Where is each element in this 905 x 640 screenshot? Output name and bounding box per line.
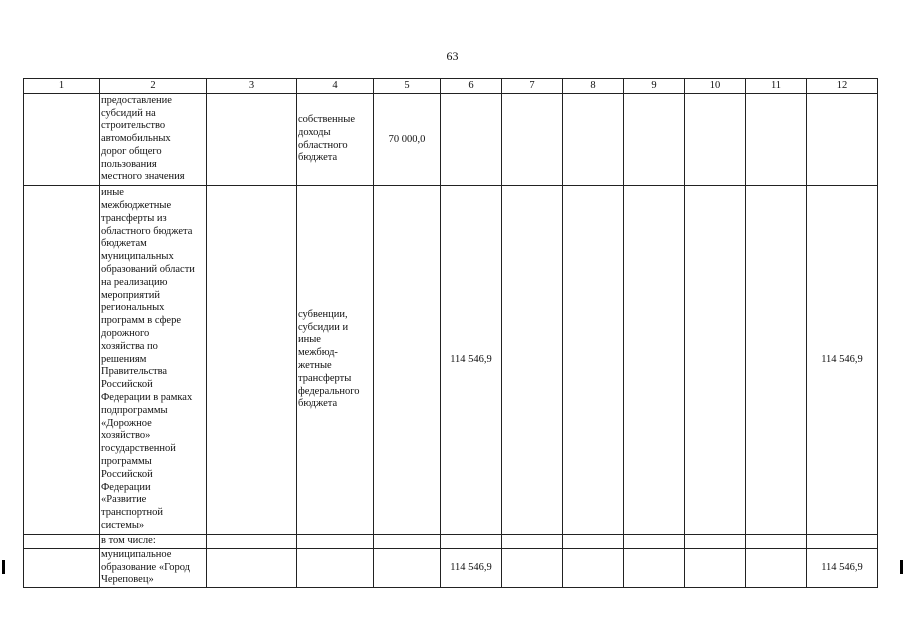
table-cell xyxy=(24,94,100,186)
table-cell: 70 000,0 xyxy=(374,94,441,186)
scan-margin-mark xyxy=(2,560,5,574)
scan-margin-mark xyxy=(900,560,903,574)
table-cell xyxy=(207,535,297,549)
table-cell xyxy=(563,186,624,535)
table-cell: 114 546,9 xyxy=(441,186,502,535)
table-cell xyxy=(297,548,374,587)
table-cell xyxy=(441,535,502,549)
table-cell: субвенции, субсидии и иные межбюд- жетные трансферты федерального бюджета xyxy=(297,186,374,535)
table-cell xyxy=(297,535,374,549)
table-cell: 114 546,9 xyxy=(441,548,502,587)
column-number-row xyxy=(24,79,878,94)
column-header: 4 xyxy=(297,79,374,94)
table-cell: 114 546,9 xyxy=(807,186,878,535)
table-cell xyxy=(502,186,563,535)
table-cell xyxy=(24,186,100,535)
table-cell xyxy=(624,548,685,587)
column-header: 8 xyxy=(563,79,624,94)
table-cell xyxy=(374,186,441,535)
table-cell xyxy=(746,186,807,535)
table-row xyxy=(24,548,878,587)
table-cell xyxy=(502,94,563,186)
table-cell xyxy=(374,535,441,549)
table-row xyxy=(24,94,878,186)
table-cell xyxy=(807,535,878,549)
table-cell xyxy=(624,186,685,535)
table-cell: предоставление субсидий на строительство автомобильных дорог общего пользования местного значения xyxy=(100,94,207,186)
column-header: 6 xyxy=(441,79,502,94)
subheader-cell: в том числе: xyxy=(100,535,207,549)
table-cell xyxy=(563,535,624,549)
table-cell: иные межбюджетные трансферты из областного бюджета бюджетам муниципальных образований области на реализацию мероприятий региональных программ в сфере дорожного хозяйства по решениям Правительства Российской Федерации в рамках подпрограммы «Дорожное хозяйство» государственной программы Российской Федерации «Развитие транспортной системы» xyxy=(100,186,207,535)
column-header: 7 xyxy=(502,79,563,94)
table-cell xyxy=(207,186,297,535)
table-cell xyxy=(24,535,100,549)
table-cell xyxy=(807,94,878,186)
table-cell xyxy=(746,94,807,186)
table-cell: 114 546,9 xyxy=(807,548,878,587)
table-cell xyxy=(374,548,441,587)
table-cell xyxy=(624,535,685,549)
table-cell: муниципальное образование «Город Череповец» xyxy=(100,548,207,587)
table-cell xyxy=(685,94,746,186)
column-header: 10 xyxy=(685,79,746,94)
table-row xyxy=(24,186,878,535)
subheader-row xyxy=(24,535,878,549)
table-cell xyxy=(746,548,807,587)
page-number: 63 xyxy=(446,49,459,63)
budget-table xyxy=(23,78,878,588)
column-header: 11 xyxy=(746,79,807,94)
table-cell: собственные доходы областного бюджета xyxy=(297,94,374,186)
table-cell xyxy=(207,548,297,587)
table-cell xyxy=(563,94,624,186)
table-cell xyxy=(502,548,563,587)
column-header: 12 xyxy=(807,79,878,94)
table-cell xyxy=(502,535,563,549)
table-cell xyxy=(441,94,502,186)
column-header: 3 xyxy=(207,79,297,94)
column-header: 1 xyxy=(24,79,100,94)
table-cell xyxy=(624,94,685,186)
column-header: 9 xyxy=(624,79,685,94)
table-cell xyxy=(207,94,297,186)
column-header: 2 xyxy=(100,79,207,94)
table-cell xyxy=(685,535,746,549)
table-cell xyxy=(685,548,746,587)
column-header: 5 xyxy=(374,79,441,94)
table-cell xyxy=(563,548,624,587)
table-cell xyxy=(746,535,807,549)
table-cell xyxy=(24,548,100,587)
table-cell xyxy=(685,186,746,535)
